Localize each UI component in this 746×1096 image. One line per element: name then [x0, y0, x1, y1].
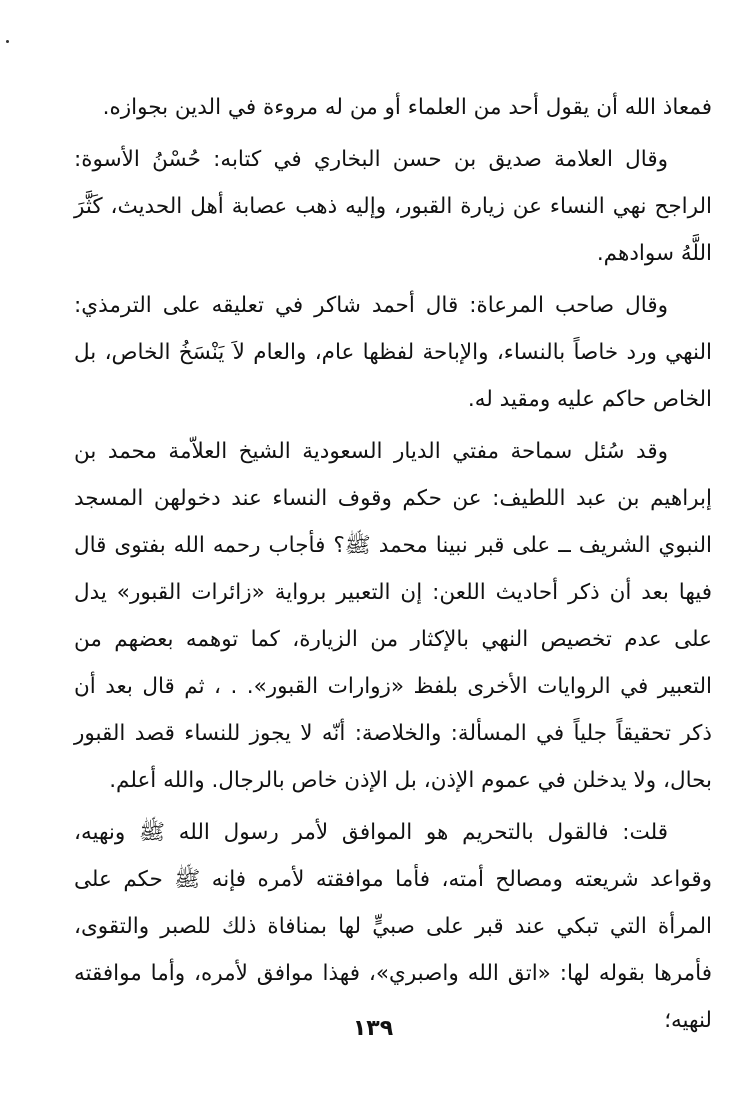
paragraph-mirat-quote: وقال صاحب المرعاة: قال أحمد شاكر في تعليقه على الترمذي: النهي ورد خاصاً بالنساء، والإباحة لفظها عام، والعام لاَ يَنْسَخُ الخاص، بل الخاص حاكم عليه ومقيد له. — [74, 293, 712, 412]
paragraph-author-opinion: قلت: فالقول بالتحريم هو الموافق لأمر رسول الله ﷺ ونهيه، وقواعد شريعته ومصالح أمته، فأما موافقته لأمره فإنه ﷺ حكم على المرأة التي تبكي عند قبر على صبيٍّ لها بمنافاة ذلك للصبر والتقوى، فأمرها بقوله لها: «اتق الله واصبري»، فهذا موافق لأمره، وأما موافقته لنهيه؛ — [74, 820, 712, 1033]
paragraph-closing-statement: فمعاذ الله أن يقول أحد من العلماء أو من له مروءة في الدين بجوازه. — [102, 95, 712, 120]
paragraph-siddiq-hasan-quote: وقال العلامة صديق بن حسن البخاري في كتابه: حُسْنُ الأسوة: الراجح نهي النساء عن زيارة القبور، وإليه ذهب عصابة أهل الحديث، كَثَّرَ اللَّهُ سوادهم. — [74, 147, 712, 266]
body-text — [74, 84, 712, 1044]
margin-mark — [6, 40, 9, 43]
paragraph-mufti-fatwa: وقد سُئل سماحة مفتي الديار السعودية الشيخ العلاّمة محمد بن إبراهيم بن عبد اللطيف: عن حكم وقوف النساء عند دخولهن المسجد النبوي الشريف ــ على قبر نبينا محمد ﷺ؟ فأجاب رحمه الله بفتوى قال فيها بعد أن ذكر أحاديث اللعن: إن التعبير برواية «زائرات القبور» يدل على عدم تخصيص النهي بالإكثار من الزيارة، كما توهمه بعضهم من التعبير في الروايات الأخرى بلفظ «زوارات القبور». . ، ثم قال بعد أن ذكر تحقيقاً جلياً في المسألة: والخلاصة: أنّه لا يجوز للنساء قصد القبور بحال، ولا يدخلن في عموم الإذن، بل الإذن خاص بالرجال. والله أعلم. — [74, 439, 712, 793]
page-number: ١٣٩ — [352, 1016, 394, 1041]
